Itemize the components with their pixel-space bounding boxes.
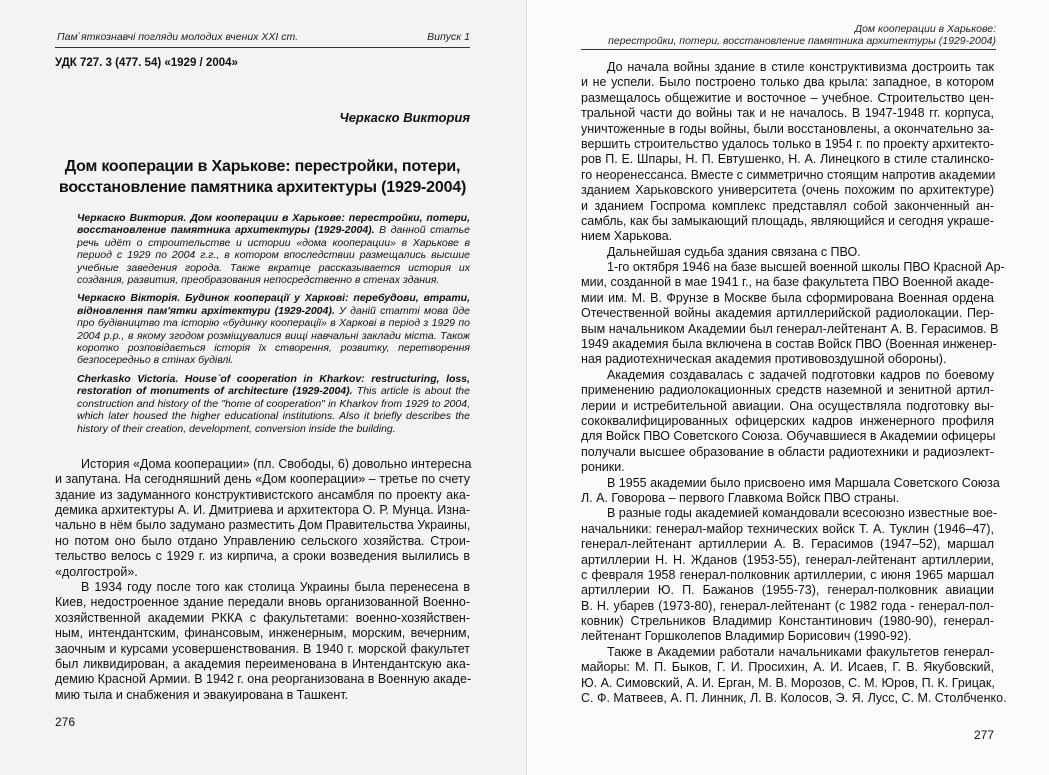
- abstract-ru: [77, 212, 470, 286]
- text-line: вершить строительство удалось только в 1954 г. по проекту архитекто-: [581, 136, 994, 151]
- text-line: с февраля 1958 генерал-полковник артиллерии, с июня 1965 маршал: [581, 567, 994, 582]
- text-line: для Войск ПВО Советского Союза. Обучавшиеся в Академии офицеры: [581, 429, 996, 444]
- journal-header: Пам`яткознавчі погляди молодих вчених XXI ст.: [57, 31, 298, 43]
- abstract-lead: Cherkasko Victoria. House`of cooperation in Kharkov: restructuring, loss, restoration of monuments of architecture (1929-2004).: [77, 372, 470, 398]
- text-line: С. Ф. Матвеев, А. П. Линник, Л. В. Колосов, Э. Я. Лусс, С. М. Столбченко.: [581, 691, 1007, 706]
- text-line: артиллерии Ю. П. Бажанов (1955-73), генерал-полковник авиации: [581, 583, 994, 598]
- header-line: Дом кооперации в Харькове:: [854, 23, 996, 35]
- text-line: В 1955 академии было присвоено имя Маршала Советского Союза: [607, 475, 1000, 490]
- body-text: [581, 60, 1007, 706]
- issue-label: Випуск 1: [427, 31, 470, 43]
- text-line: артиллерии Н. Н. Жданов (1953-55), генерал-лейтенант артиллерии,: [581, 552, 994, 567]
- text-line: роники.: [581, 460, 625, 475]
- text-line: заочным и курсами усовершенствования. В 1940 г. морской факультет: [55, 641, 470, 656]
- text-line: самбль, как бы замыкающий площадь, являющийся и сегодня украше-: [581, 213, 994, 228]
- text-line: ным, интендантским, финансовым, инженерным, морским, вечерним,: [55, 626, 470, 641]
- text-line: и зданием Госпрома комплекс представлял собой законченный ан-: [581, 198, 994, 213]
- text-line: Дальнейшая судьба здания связана с ПВО.: [607, 244, 861, 259]
- text-line: ров П. Е. Шпары, Н. П. Евтушенко, Н. А. Линецкого в стиле сталинско-: [581, 152, 994, 167]
- paragraph: [581, 644, 1007, 707]
- text-line: уничтоженные в годы войны, были восстановлены, а окончательно за-: [581, 121, 994, 136]
- abstract-text: This article is about the construction and history of the "home of cooperation" in Kharkov from 1929 to 2004, which later housed the higher educational institutions. Also it briefly describes the history of their creation, development, conversion inside the building.: [77, 385, 470, 435]
- text-line: мию тыла и снабжения и эвакуирована в Ташкент.: [55, 687, 349, 702]
- title-line: восстановление памятника архитектуры (1929-2004): [58, 179, 467, 196]
- text-line: майоры: М. П. Быков, Г. И. Просихин, А. И. Исаев, Г. В. Якубовский,: [581, 660, 994, 675]
- text-line: В 1934 году после того как столица Украины была перенесена в: [81, 580, 470, 595]
- paragraph: [581, 60, 994, 245]
- abstract-uk: [77, 292, 470, 366]
- text-line: ковник) Стрельников Владимир Константинович (1980-90), генерал-: [581, 614, 994, 629]
- text-line: Л. А. Говорова – первого Главкома Войск ПВО страны.: [581, 490, 900, 505]
- udk-code: УДК 727. 3 (477. 54) «1929 / 2004»: [55, 57, 238, 69]
- text-line: размещалось общежитие и восточное – учебное. Строительство цен-: [581, 90, 994, 105]
- text-line: хозяйственной академии РККА с факультетами: военно-хозяйствен-: [55, 610, 470, 625]
- abstract-lead: Черкаско Виктория. Дом кооперации в Харькове: перестройки, потери, восстановление памятника архитектуры (1929-2004).: [77, 212, 470, 237]
- body-text: [55, 457, 470, 703]
- abstracts: [77, 212, 470, 435]
- text-line: и запутана. На сегодняшний день «Дом кооперации» – третье по счету: [55, 472, 470, 487]
- text-line: лейтенант Горшколепов Владимир Борисович (1990-92).: [581, 629, 912, 644]
- header-line: перестройки, потери, восстановление памятника архитектуры (1929-2004): [608, 35, 996, 47]
- text-line: нием Харькова.: [581, 229, 673, 244]
- abstract-lead: Черкаско Вікторія. Будинок кооперації у Харкові: перебудови, втрати, відновлення пам'ятки архітектури (1929-2004).: [77, 292, 470, 317]
- text-line: получали высшее образование в области радиотехники и радиоэлект-: [581, 444, 994, 459]
- text-line: Также в Академии работали начальниками факультетов генерал-: [607, 644, 994, 659]
- text-line: был ликвидирован, а академия переименована в Интендантскую ака-: [55, 656, 470, 671]
- text-line: но потом оно было отдано Управлению сельского хозяйства. Строи-: [55, 533, 470, 548]
- text-line: тельство велось с 1929 г. из кирпича, а сроки возведения вылились в: [55, 549, 470, 564]
- text-line: История «Дома кооперации» (пл. Свободы, 6) довольно интересна: [81, 456, 472, 471]
- page-number: 277: [973, 728, 994, 743]
- text-line: ная радиотехническая академия противовоздушной обороны).: [581, 352, 947, 367]
- text-line: здание из задуманного конструктивистского ансамбля по проекту ака-: [55, 487, 470, 502]
- header-rule: [55, 47, 470, 48]
- abstract-text: У даній статті мова йде про будівництво та історію «будинку кооперації» в Харкові в період з 1929 по 2004 р.р., в якому згодом розміщувалися вищі навчальні заклади міста. Також коротко розповідається історія їх створення, розвитку, перетворення безпосередньо в стінах будівлі.: [77, 304, 470, 367]
- text-line: демика архитектуры А. И. Дмитриева и архитектора О. Р. Мунца. Изна-: [55, 503, 470, 518]
- text-line: 1949 академия была включена в состав Войск ПВО (Военная инженер-: [581, 337, 997, 352]
- title-line: Дом кооперации в Харькове: перестройки, потери,: [64, 158, 461, 175]
- text-line: го неоренессанса. Вместе с симметрично стоящим напротив академии: [581, 167, 996, 182]
- paragraph: [581, 475, 1000, 507]
- text-line: В. Н. убарев (1973-80), генерал-лейтенант (с 1982 года - генерал-пол-: [581, 598, 994, 613]
- text-line: вым начальником Академии был генерал-лейтенант А. В. Герасимов. В: [581, 321, 999, 336]
- text-line: В разные годы академией командовали всесоюзно известные вое-: [607, 506, 998, 521]
- text-line: зданием Харьковского университета (очень похожим по архитектуре): [581, 183, 994, 198]
- text-line: Киев, недостроенное здание передали вновь организованной Военно-: [55, 595, 470, 610]
- page-number: 276: [55, 715, 76, 730]
- text-line: До начала войны здание в стиле конструктивизма достроить так: [607, 60, 994, 74]
- text-line: мии, созданной в мае 1941 г., на базе факультета ПВО Военной акаде-: [581, 275, 994, 290]
- header-rule: [581, 49, 996, 50]
- paragraph: [581, 506, 998, 645]
- text-line: тральной части до войны так и не началось. В 1947-1948 гг. корпуса,: [581, 106, 994, 121]
- paragraph: [55, 457, 470, 580]
- text-line: Ю. А. Симовский, А. И. Ерган, М. В. Морозов, С. М. Юров, П. К. Грицак,: [581, 675, 995, 690]
- paragraph: [581, 260, 1005, 368]
- text-line: лерии и истребительной авиации. Она осуществляла подготовку вы-: [581, 398, 994, 413]
- text-line: демию Красной Армии. В 1942 г. она реорганизована в Военную акаде-: [55, 672, 472, 687]
- paragraph: [581, 245, 994, 260]
- article-title: [40, 156, 485, 198]
- running-header: [608, 23, 996, 47]
- author-name: Черкаско Виктория: [339, 110, 470, 125]
- text-line: сококвалифицированных офицерских кадров инженерного профиля: [581, 413, 994, 428]
- text-line: «долгострой».: [55, 564, 138, 579]
- right-page-content: [581, 60, 1007, 743]
- left-page-content: [55, 56, 470, 729]
- text-line: применению радиолокационных средств наземной и зенитной артил-: [581, 383, 994, 398]
- right-page: [526, 0, 1049, 775]
- abstract-en: [77, 373, 470, 435]
- text-line: генерал-лейтенант артиллерии А. В. Герасимов (1947–52), маршал: [581, 537, 994, 552]
- text-line: мии им. М. В. Фрунзе в Москве была сформирована Военная ордена: [581, 290, 994, 305]
- text-line: и не успели. Было построено только два крыла: западное, в котором: [581, 75, 994, 90]
- abstract-text: В данной статье речь идёт о строительстве и истории «дома кооперации» в Харькове в период с 1929 по 2004 г.г., в котором впоследствии размещались высшие учебные заведения города. Также вкратце рассказывается история их создания, развития, преобразования непосредственно в стенах здания.: [77, 224, 470, 287]
- text-line: начальники: генерал-майор технических войск Т. А. Туклин (1946–47),: [581, 521, 994, 536]
- text-line: Отечественной войны академия артиллерийской радиолокации. Пер-: [581, 306, 994, 321]
- text-line: чально в нём было задумано разместить Дом Правительства Украины,: [55, 518, 471, 533]
- paragraph: [581, 368, 994, 476]
- paragraph: [55, 580, 470, 703]
- text-line: 1-го октября 1946 на базе высшей военной школы ПВО Красной Ар-: [607, 260, 1005, 275]
- text-line: Академия создавалась с задачей подготовки кадров по боевому: [607, 367, 994, 382]
